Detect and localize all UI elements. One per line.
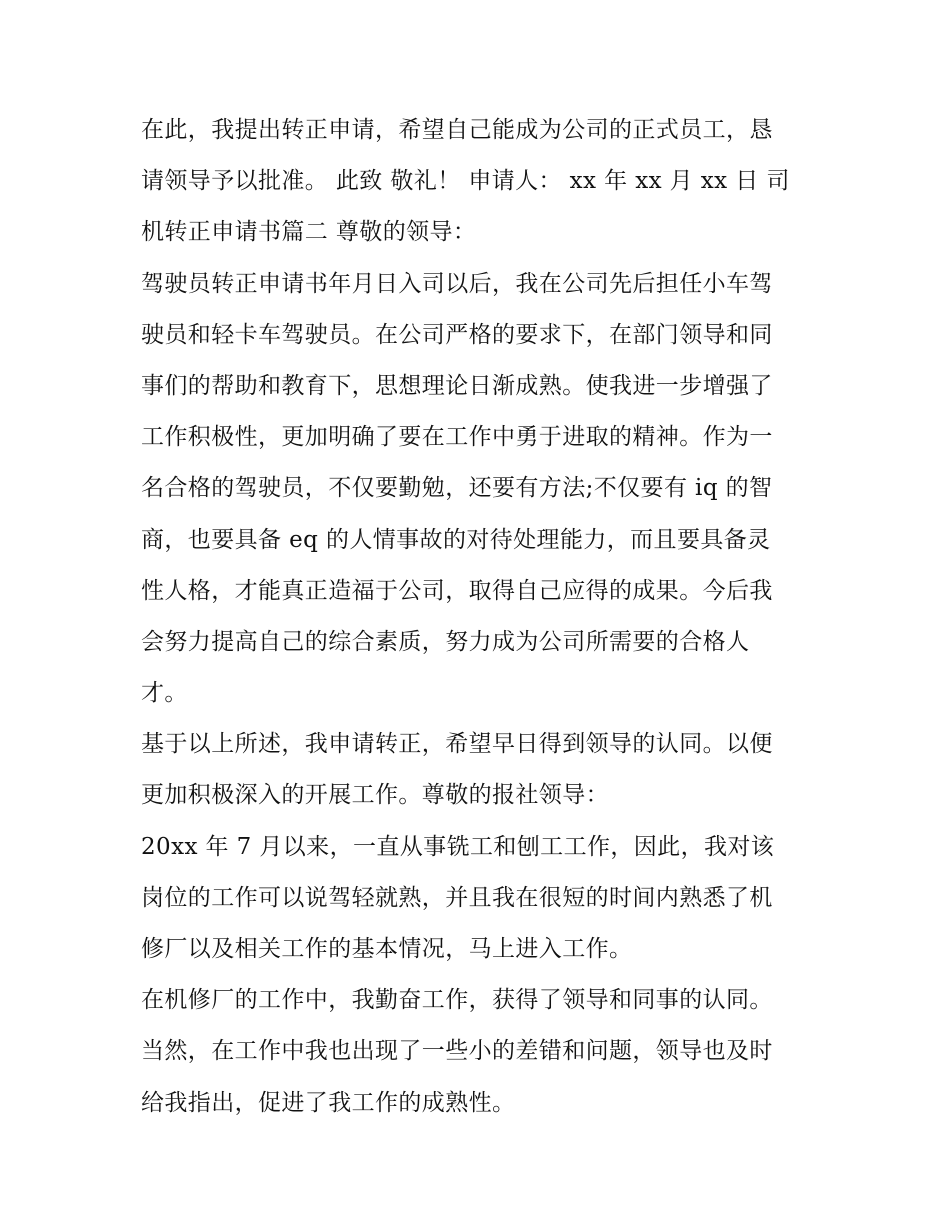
document-body	[141, 105, 821, 1129]
text-line: 会努力提高自己的综合素质，努力成为公司所需要的合格人	[141, 628, 750, 655]
text-line: 请领导予以批准。 此致 敬礼！ 申请人： xx 年 xx 月 xx 日 司	[141, 168, 790, 195]
text-line: 驶员和轻卡车驾驶员。在公司严格的要求下，在部门领导和同	[141, 321, 773, 348]
text-line: 商，也要具备 eq 的人情事故的对待处理能力，而且要具备灵	[141, 526, 771, 553]
text-line: 名合格的驾驶员，不仅要勤勉，还要有方法;不仅要有 iq 的智	[141, 475, 773, 502]
text-line: 驾驶员转正申请书年月日入司以后，我在公司先后担任小车驾	[141, 270, 773, 297]
text-line: 给我指出，促进了我工作的成熟性。	[141, 1089, 516, 1116]
text-line: 更加积极深入的开展工作。尊敬的报社领导：	[141, 782, 609, 809]
text-line: 工作积极性，更加明确了要在工作中勇于进取的精神。作为一	[141, 424, 773, 451]
text-line: 才。	[141, 680, 188, 707]
text-line: 修厂以及相关工作的基本情况，马上进入工作。	[141, 936, 633, 962]
text-line: 20xx 年 7 月以来，一直从事铣工和刨工工作，因此，我对该	[141, 833, 775, 860]
text-line: 基于以上所述，我申请转正，希望早日得到领导的认同。以便	[141, 731, 773, 758]
text-line: 在机修厂的工作中，我勤奋工作，获得了领导和同事的认同。	[141, 987, 773, 1014]
text-line: 在此，我提出转正申请，希望自己能成为公司的正式员工，恳	[141, 117, 773, 143]
text-line: 当然，在工作中我也出现了一些小的差错和问题，领导也及时	[141, 1038, 773, 1065]
text-line: 事们的帮助和教育下，思想理论日渐成熟。使我进一步增强了	[141, 372, 773, 399]
text-line: 机转正申请书篇二 尊敬的领导：	[141, 219, 477, 246]
text-line: 岗位的工作可以说驾轻就熟，并且我在很短的时间内熟悉了机	[141, 884, 773, 911]
text-line: 性人格，才能真正造福于公司，取得自己应得的成果。今后我	[141, 577, 773, 604]
